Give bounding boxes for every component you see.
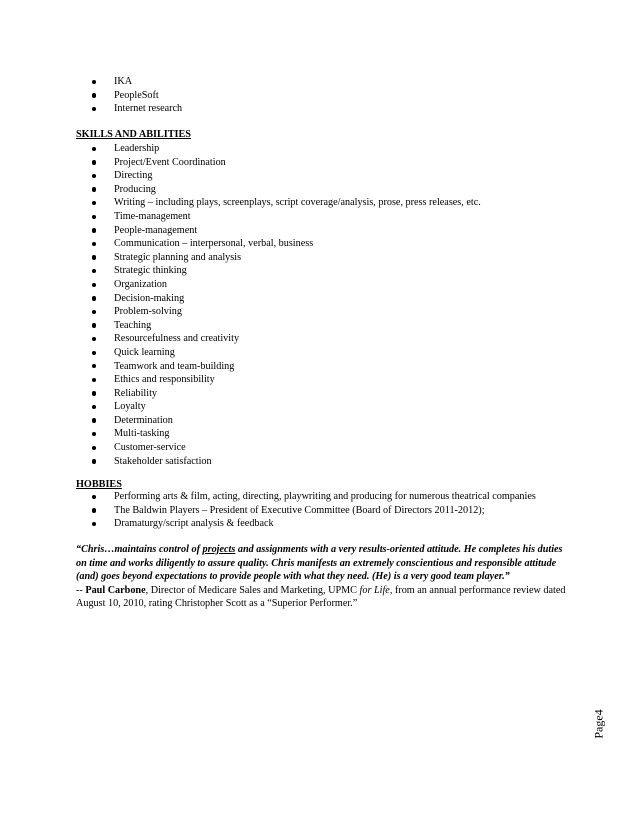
- skills-list-item: [0, 224, 481, 238]
- skills-list-item-text: Project/Event Coordination: [114, 156, 226, 168]
- skills-list-item: [0, 292, 481, 306]
- bullet-icon: [92, 323, 96, 327]
- skills-list-item-text: Determination: [114, 414, 173, 426]
- attribution-prefix: --: [76, 584, 86, 596]
- skills-list-item-text: People-management: [114, 224, 198, 236]
- skills-list-item-text: Customer-service: [114, 442, 186, 454]
- quote-underlined-word: projects: [202, 544, 236, 555]
- skills-list-item: [0, 319, 481, 333]
- tools-list-item-text: PeopleSoft: [114, 89, 159, 101]
- hobbies-list-item: [0, 490, 536, 504]
- bullet-icon: [92, 337, 96, 341]
- bullet-icon: [92, 174, 96, 178]
- quote-author: Paul Carbone: [85, 584, 146, 596]
- page-number-label: Page4: [591, 709, 606, 739]
- skills-list-item-text: Problem-solving: [114, 306, 182, 318]
- page-number: [588, 692, 610, 756]
- skills-list-item: [0, 387, 481, 401]
- skills-list-item-text: Ethics and responsibility: [114, 374, 215, 386]
- bullet-icon: [92, 508, 96, 512]
- skills-list-item: [0, 278, 481, 292]
- skills-list-item-text: Loyalty: [114, 401, 146, 413]
- bullet-icon: [92, 351, 96, 355]
- testimonial-quote: [76, 543, 566, 611]
- skills-list-item: [0, 427, 481, 441]
- skills-list-item-text: Teaching: [114, 319, 152, 331]
- hobbies-list-item-text: Performing arts & film, acting, directing, playwriting and producing for numerous theatrical companies: [114, 491, 536, 502]
- skills-list-item-text: Directing: [114, 170, 153, 182]
- bullet-icon: [92, 147, 96, 151]
- skills-list-item: [0, 156, 481, 170]
- bullet-icon: [92, 432, 96, 436]
- quote-part-2: and assignments with a very results-oriented attitude. He completes his duties on time and works diligently to assure quality. Chris manifests an extremely conscientious and responsible attitude (and) goes beyond expectations to provide people with what they need. (He) is a very good team player.”: [76, 544, 563, 583]
- tools-list-item-text: IKA: [114, 76, 133, 87]
- skills-list-item-text: Teamwork and team-building: [114, 360, 235, 372]
- hobbies-list: [0, 490, 536, 531]
- bullet-icon: [92, 310, 96, 314]
- bullet-icon: [92, 495, 96, 499]
- skills-list-item: [0, 305, 481, 319]
- skills-list-item: [0, 264, 481, 278]
- skills-heading: SKILLS AND ABILITIES: [76, 129, 191, 140]
- skills-list-item: [0, 251, 481, 265]
- hobbies-list-item-text: Dramaturgy/script analysis & feedback: [114, 518, 274, 530]
- bullet-icon: [92, 364, 96, 368]
- bullet-icon: [92, 215, 96, 219]
- hobbies-list-item: [0, 504, 536, 518]
- skills-list-item-text: Producing: [114, 183, 156, 195]
- bullet-icon: [92, 283, 96, 287]
- bullet-icon: [92, 405, 96, 409]
- skills-list-item: [0, 400, 481, 414]
- skills-list-item-text: Multi-tasking: [114, 428, 170, 440]
- bullet-icon: [92, 107, 96, 111]
- tools-list-item: [0, 102, 182, 116]
- skills-list-item-text: Reliability: [114, 387, 158, 399]
- tools-list-item: [0, 75, 182, 89]
- quote-org-italic: for Life: [359, 584, 390, 596]
- skills-list-item-text: Strategic planning and analysis: [114, 251, 242, 263]
- bullet-icon: [92, 187, 96, 191]
- tools-list-item: [0, 89, 182, 103]
- tools-list: [0, 75, 182, 116]
- bullet-icon: [92, 446, 96, 450]
- skills-list-item-text: Decision-making: [114, 292, 185, 304]
- hobbies-list-item: [0, 517, 536, 531]
- skills-list-item-text: Stakeholder satisfaction: [114, 455, 212, 467]
- bullet-icon: [92, 522, 96, 526]
- hobbies-heading: HOBBIES: [76, 479, 122, 490]
- skills-list-item-text: Resourcefulness and creativity: [114, 333, 240, 345]
- quote-part-1: “Chris…maintains control of: [76, 544, 203, 555]
- skills-list-item: [0, 455, 481, 469]
- quote-author-role: , Director of Medicare Sales and Marketing, UPMC: [145, 584, 360, 596]
- skills-list-item-text: Strategic thinking: [114, 265, 187, 277]
- bullet-icon: [92, 160, 96, 164]
- skills-list-item-text: Leadership: [114, 143, 160, 154]
- skills-list-item: [0, 196, 481, 210]
- skills-list-item-text: Organization: [114, 278, 167, 290]
- bullet-icon: [92, 201, 96, 205]
- bullet-icon: [92, 255, 96, 259]
- skills-list-item: [0, 183, 481, 197]
- bullet-icon: [92, 296, 96, 300]
- skills-list-item: [0, 360, 481, 374]
- bullet-icon: [92, 228, 96, 232]
- skills-list-item-text: Communication – interpersonal, verbal, business: [114, 238, 314, 250]
- skills-list-item-text: Quick learning: [114, 346, 175, 358]
- skills-list-item: [0, 441, 481, 455]
- hobbies-list-item-text: The Baldwin Players – President of Executive Committee (Board of Directors 2011-2012);: [114, 504, 485, 516]
- bullet-icon: [92, 93, 96, 97]
- bullet-icon: [92, 269, 96, 273]
- skills-list-item: [0, 414, 481, 428]
- bullet-icon: [92, 378, 96, 382]
- skills-list-item: [0, 210, 481, 224]
- skills-list-item: [0, 142, 481, 156]
- skills-list-item: [0, 237, 481, 251]
- skills-list-item: [0, 332, 481, 346]
- bullet-icon: [92, 80, 96, 84]
- bullet-icon: [92, 242, 96, 246]
- bullet-icon: [92, 459, 96, 463]
- skills-list-item-text: Writing – including plays, screenplays, script coverage/analysis, prose, press releases, etc.: [114, 197, 481, 209]
- skills-list: [0, 142, 481, 468]
- skills-list-item: [0, 346, 481, 360]
- tools-list-item-text: Internet research: [114, 103, 183, 115]
- skills-list-item: [0, 373, 481, 387]
- quote-attribution-rest: , from an annual performance review dated August 10, 2010, rating Christopher Scott as a “Superior Performer.”: [76, 584, 566, 610]
- skills-list-item-text: Time-management: [114, 210, 191, 222]
- bullet-icon: [92, 418, 96, 422]
- skills-list-item: [0, 169, 481, 183]
- bullet-icon: [92, 391, 96, 395]
